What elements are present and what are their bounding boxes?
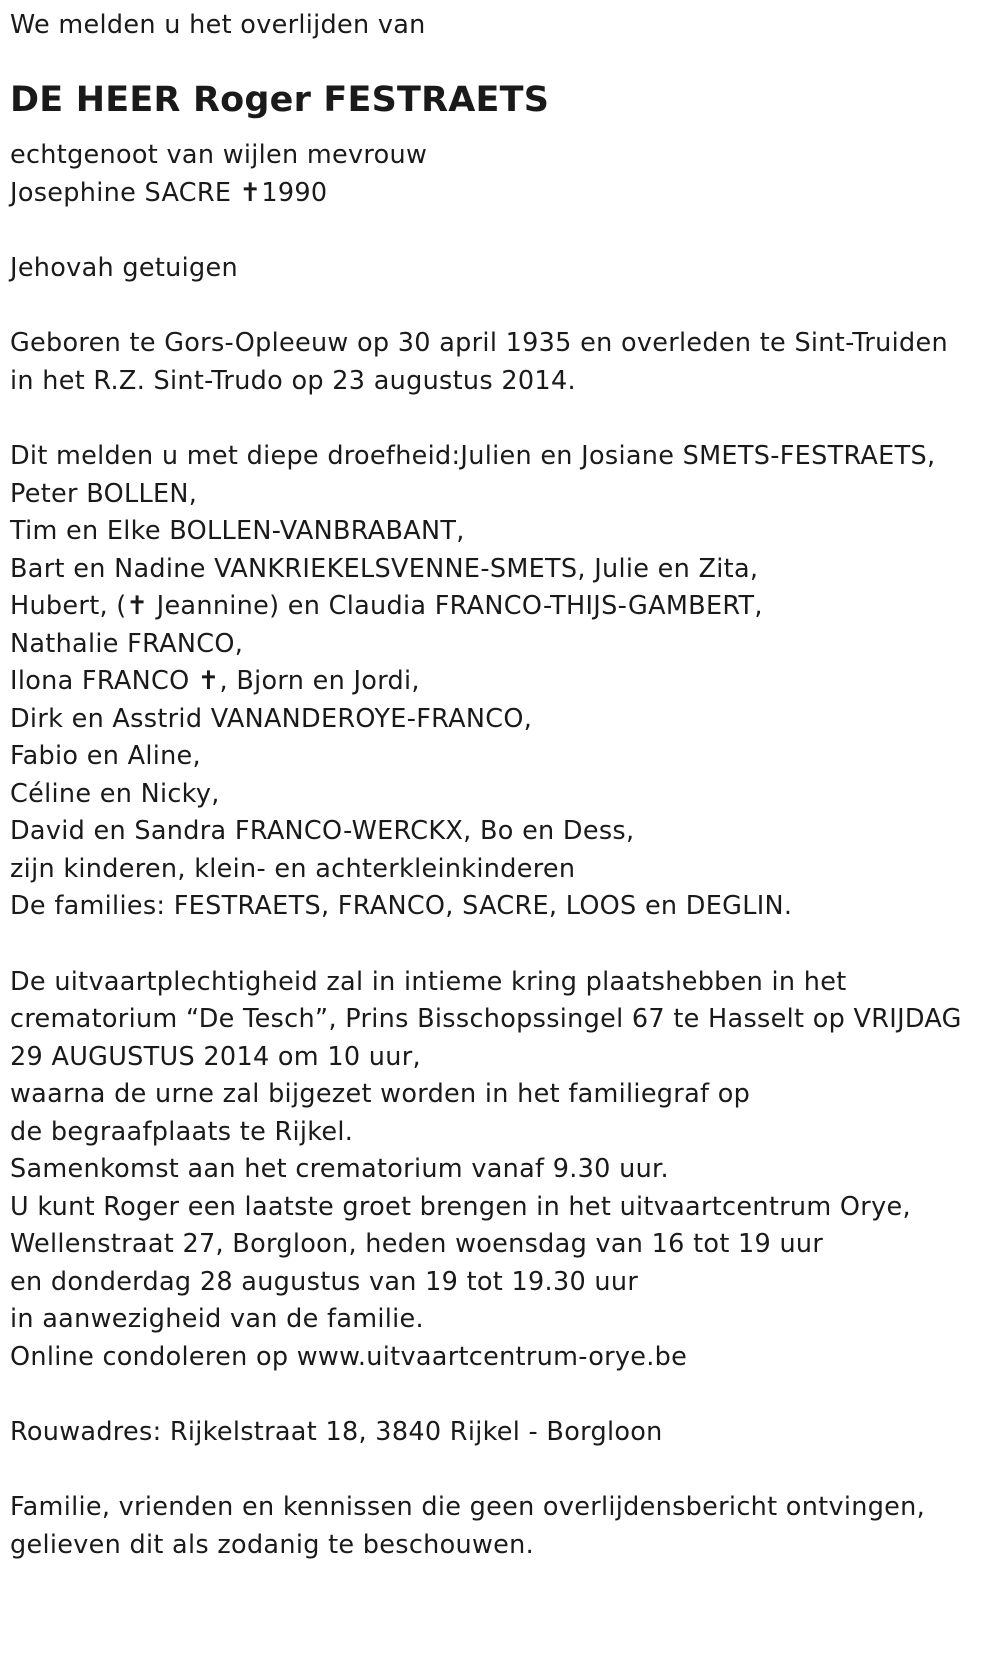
spouse-line: echtgenoot van wijlen mevrouw <box>10 140 428 170</box>
family-line: Ilona FRANCO ✝, Bjorn en Jordi, <box>10 666 420 696</box>
ceremony-line: De uitvaartplechtigheid zal in intieme kring plaatshebben in het <box>10 967 847 997</box>
family-line: Hubert, (✝ Jeannine) en Claudia FRANCO-THIJS-GAMBERT, <box>10 591 763 621</box>
closing-line: gelieven dit als zodanig te beschouwen. <box>10 1530 535 1560</box>
family-line: Tim en Elke BOLLEN-VANBRABANT, <box>10 516 465 546</box>
family-line: Dirk en Asstrid VANANDEROYE-FRANCO, <box>10 704 533 734</box>
intro-text: We melden u het overlijden van <box>10 10 426 40</box>
ceremony-line: 29 AUGUSTUS 2014 om 10 uur, <box>10 1042 421 1072</box>
family-line: Peter BOLLEN, <box>10 479 198 509</box>
ceremony-line: de begraafplaats te Rijkel. <box>10 1117 354 1147</box>
ceremony-line: Samenkomst aan het crematorium vanaf 9.30 uur. <box>10 1154 669 1184</box>
birth-death-line: Geboren te Gors-Opleeuw op 30 april 1935 en overleden te Sint-Truiden <box>10 328 948 358</box>
family-line: Céline en Nicky, <box>10 779 220 809</box>
ceremony-line: in aanwezigheid van de familie. <box>10 1304 424 1334</box>
ceremony-line: crematorium “De Tesch”, Prins Bisschopssingel 67 te Hasselt op VRIJDAG <box>10 1004 962 1034</box>
family-line: Dit melden u met diepe droefheid:Julien en Josiane SMETS-FESTRAETS, <box>10 441 936 471</box>
ceremony-line: waarna de urne zal bijgezet worden in het familiegraf op <box>10 1079 751 1109</box>
condolence-link-line: Online condoleren op www.uitvaartcentrum-orye.be <box>10 1342 688 1372</box>
ceremony-line: Wellenstraat 27, Borgloon, heden woensdag van 16 tot 19 uur <box>10 1229 824 1259</box>
ceremony-line: U kunt Roger een laatste groet brengen in het uitvaartcentrum Orye, <box>10 1192 911 1222</box>
family-line: Bart en Nadine VANKRIEKELSVENNE-SMETS, Julie en Zita, <box>10 554 759 584</box>
mourning-address: Rouwadres: Rijkelstraat 18, 3840 Rijkel - Borgloon <box>10 1417 663 1447</box>
affiliation-text: Jehovah getuigen <box>10 253 238 283</box>
birth-death-line: in het R.Z. Sint-Trudo op 23 augustus 2014. <box>10 366 576 396</box>
spouse-line: Josephine SACRE ✝1990 <box>10 178 328 208</box>
family-line: David en Sandra FRANCO-WERCKX, Bo en Dess, <box>10 816 635 846</box>
family-line: De families: FESTRAETS, FRANCO, SACRE, LOOS en DEGLIN. <box>10 891 793 921</box>
closing-line: Familie, vrienden en kennissen die geen overlijdensbericht ontvingen, <box>10 1492 926 1522</box>
deceased-name: DE HEER Roger FESTRAETS <box>10 80 550 120</box>
family-line: Nathalie FRANCO, <box>10 629 244 659</box>
family-line: zijn kinderen, klein- en achterkleinkinderen <box>10 854 576 884</box>
ceremony-line: en donderdag 28 augustus van 19 tot 19.30 uur <box>10 1267 639 1297</box>
family-line: Fabio en Aline, <box>10 741 201 771</box>
